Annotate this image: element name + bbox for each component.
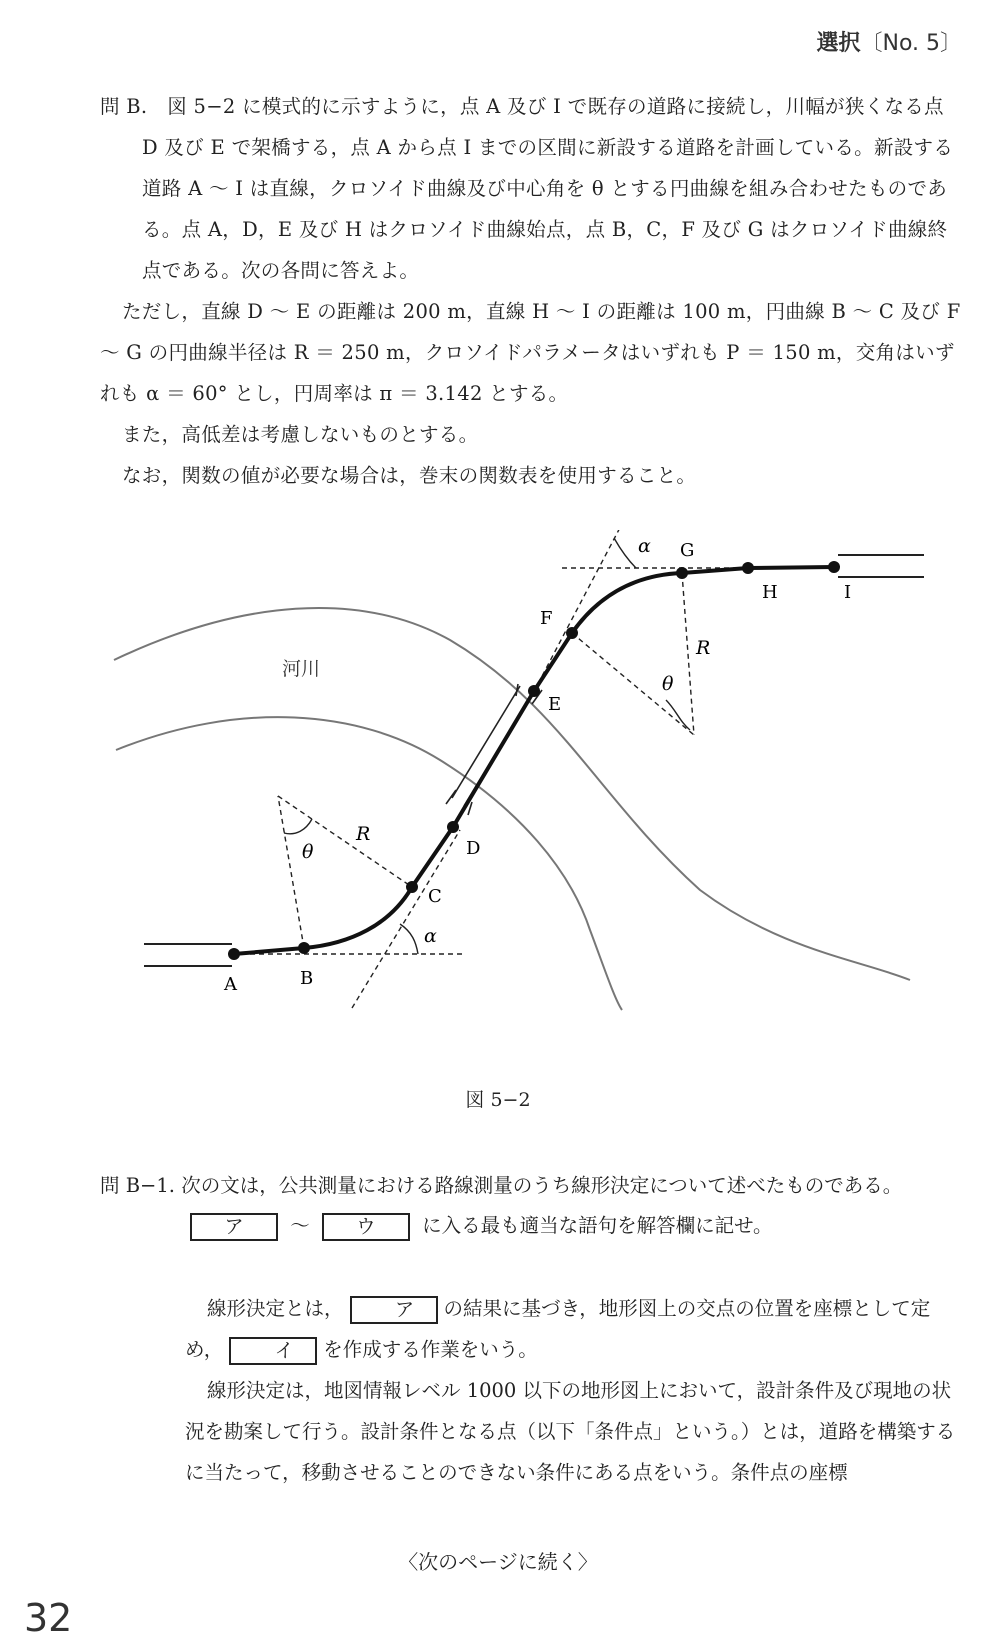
label-G: G [680,540,695,561]
label-B: B [300,968,314,989]
label-E: E [548,694,562,715]
road-alignment-figure [100,530,980,1070]
section-number: 〔No. 5〕 [860,31,962,56]
point-markers [228,561,840,960]
river-label: 河川 [282,658,321,680]
passage-blank-a: ア [350,1296,438,1324]
passage-l1-pre: 線形決定とは， [207,1297,344,1320]
problem-text [100,86,966,496]
passage-p2: 線形決定は，地図情報レベル 1000 以下の地形図上において，設計条件及び現地の状況を勘案して行う。設計条件となる点（以下「条件点」という。）とは，道路を構築するに当たって，移動させることのできない条件にある点をいう。条件点の座標 [185,1379,956,1484]
problem-intro: 問 B. 図 5−2 に模式的に示すように，点 A 及び I で既存の道路に接続し，川幅が狭くなる点 D 及び E で架橋する，点 A から点 I までの区間に新設する道路を計画している。新設する道路 A 〜 I は直線，クロソイド曲線及び中心角を θ とする円曲線を組み合わせたものである。点 A，D，E 及び H はクロソイド曲線始点，点 B，C，F 及び G はクロソイド曲線終点である。次の各問に答えよ。 [100,95,954,282]
label-I: I [844,582,852,603]
blank-range-tilde: 〜 [290,1214,310,1237]
blank-to: ウ [322,1213,410,1241]
blank-from: ア [190,1213,278,1241]
label-R-upper: R [696,637,711,659]
question-b1 [100,1166,966,1246]
question-b1-instruction: に入る最も適当な語句を解答欄に記せ。 [422,1214,773,1237]
label-H: H [762,582,778,603]
page-number: 32 [24,1596,73,1640]
question-b1-label: 問 B−1. [100,1174,175,1197]
label-theta-upper: θ [662,673,674,695]
problem-note-table: なお，関数の値が必要な場合は，巻末の関数表を使用すること。 [122,464,697,487]
label-alpha-lower: α [424,925,437,947]
road-centerline [234,567,834,954]
question-b1-text: 次の文は，公共測量における路線測量のうち線形決定について述べたものである。 [181,1174,903,1197]
figure-caption: 図 5−2 [465,1089,531,1111]
label-F: F [540,608,553,629]
passage-blank-i: イ [229,1337,317,1365]
section-tag [816,26,962,57]
label-theta-lower: θ [302,841,314,863]
label-R-lower: R [356,823,371,845]
passage [185,1288,965,1493]
label-C: C [428,886,442,907]
section-label: 選択 [816,31,861,56]
passage-l1-post: の結果に基づき，地形図上の交点の位置を座標として定め， [185,1297,931,1361]
problem-conditions: ただし，直線 D 〜 E の距離は 200 m，直線 H 〜 I の距離は 100 m，円曲線 B 〜 C 及び F 〜 G の円曲線半径は R ＝ 250 m，クロソイドパラメータはいずれも P ＝ 150 m，交角はいずれも α ＝ 60° とし，円周率は π ＝ 3.142 とする。 [100,300,961,405]
problem-note-height: また，高低差は考慮しないものとする。 [122,423,479,446]
river-bank-upper [114,608,910,980]
next-page-note: 〈次のページに続く〉 [398,1550,598,1574]
label-alpha-upper: α [638,535,651,557]
label-D: D [466,838,481,859]
label-A: A [224,974,237,995]
passage-l2-post: を作成する作業をいう。 [323,1338,538,1361]
